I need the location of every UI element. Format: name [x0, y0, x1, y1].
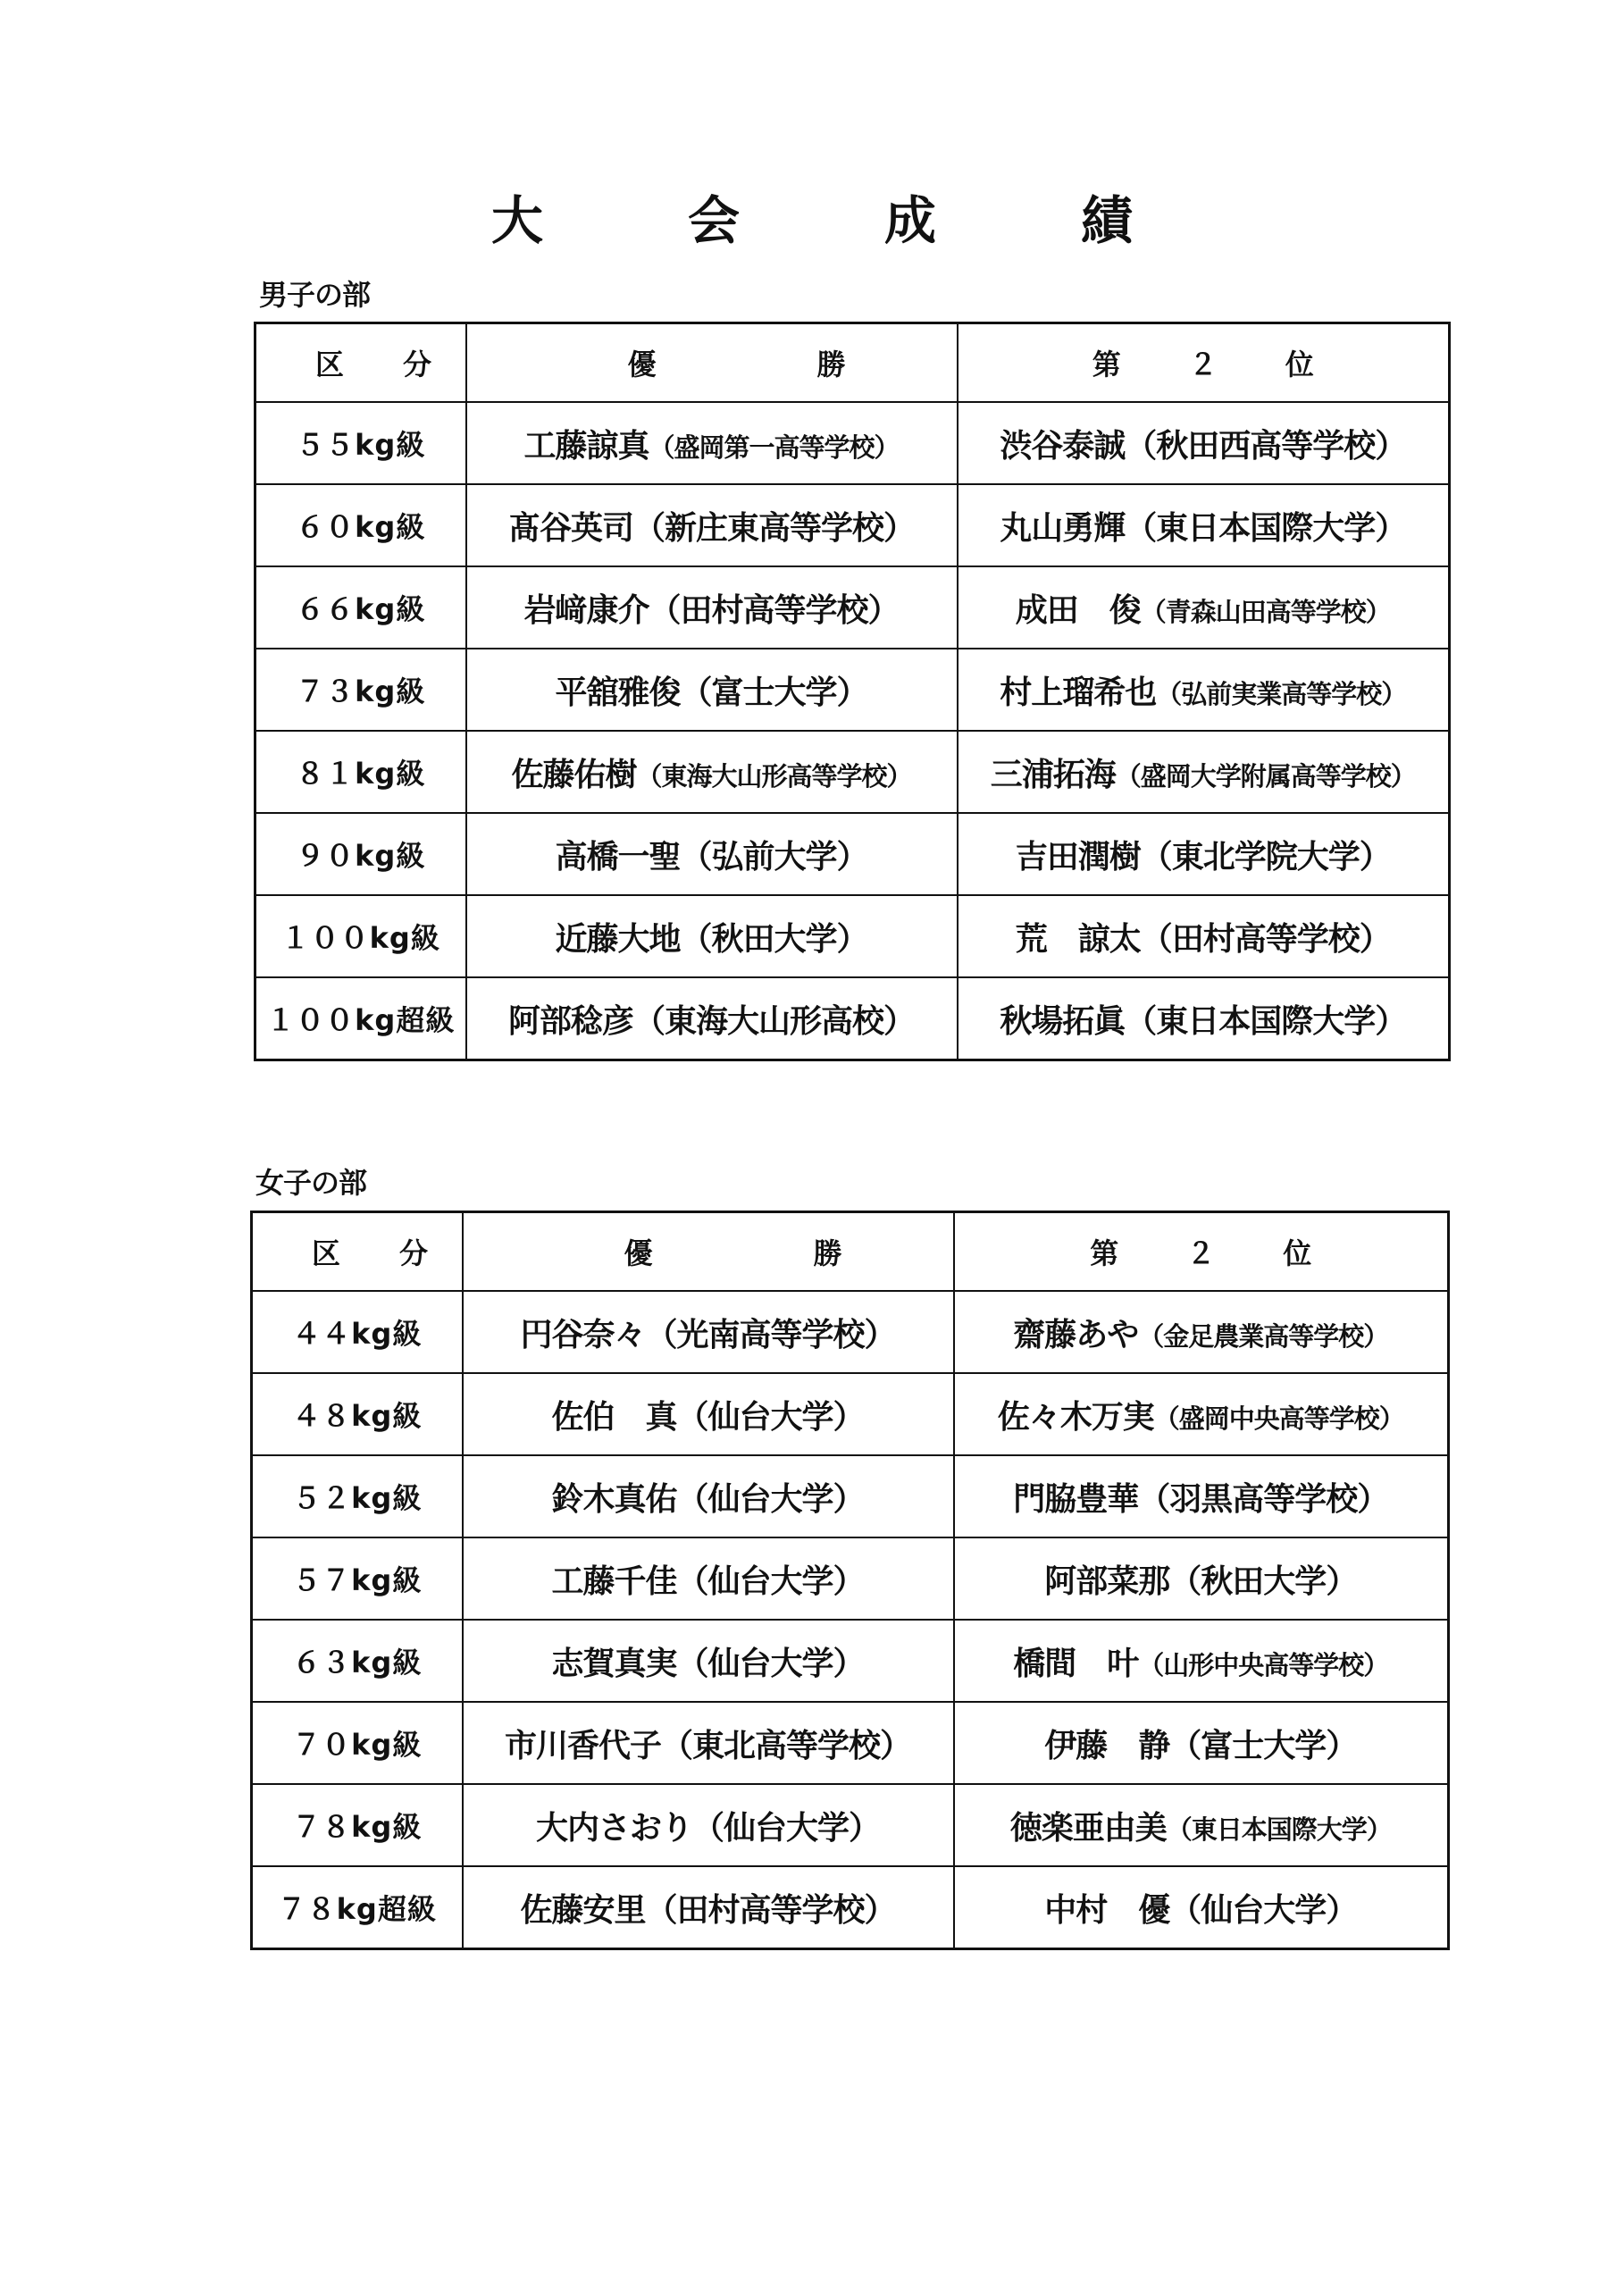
winner-cell: [463, 1784, 954, 1866]
winner-affiliation: （東海大山形高等学校）: [636, 760, 912, 792]
winner-name: 近藤大地: [555, 920, 681, 958]
winner-affiliation: （秋田大学）: [680, 920, 868, 958]
column-header-category: 区分: [252, 1212, 463, 1292]
table-row: [255, 649, 1450, 731]
second-name: 佐々木万実: [997, 1398, 1154, 1436]
winner-affiliation: （田村高等学校）: [649, 591, 900, 629]
second-name: 伊藤 静: [1044, 1727, 1170, 1764]
weight-class: ７３kg級: [255, 649, 466, 731]
winner-name: 高橋一聖: [555, 838, 681, 875]
winner-name: 市川香代子: [504, 1727, 661, 1764]
women-results-table: [250, 1211, 1450, 1950]
table-row: [252, 1620, 1449, 1702]
table-row: [252, 1702, 1449, 1784]
second-place-cell: [958, 977, 1450, 1060]
winner-affiliation: （仙台大学）: [676, 1480, 865, 1518]
second-affiliation: （弘前実業高等学校）: [1156, 678, 1407, 709]
winner-name: 髙谷英司: [507, 509, 633, 547]
second-place-cell: [958, 566, 1450, 649]
weight-class: ４８kg級: [252, 1373, 463, 1455]
second-place-cell: [958, 649, 1450, 731]
second-name: 門脇豊華: [1013, 1480, 1139, 1518]
second-place-cell: [954, 1702, 1449, 1784]
table-row: [252, 1291, 1449, 1373]
table-row: [252, 1784, 1449, 1866]
winner-name: 工藤千佳: [551, 1562, 677, 1600]
weight-class: ７０kg級: [252, 1702, 463, 1784]
winner-affiliation: （田村高等学校）: [645, 1891, 896, 1929]
men-results-table: [254, 322, 1451, 1061]
table-row: [255, 731, 1450, 813]
second-affiliation: （田村高等学校）: [1140, 920, 1391, 958]
winner-cell: [466, 731, 958, 813]
second-name: 齋藤あや: [1013, 1316, 1139, 1353]
women-section-label: 女子の部: [255, 1166, 367, 1200]
second-name: 荒 諒太: [1015, 920, 1141, 958]
second-affiliation: （金足農業高等学校）: [1138, 1320, 1389, 1352]
table-row: [255, 402, 1450, 484]
second-place-cell: [954, 1866, 1449, 1949]
second-affiliation: （羽黒高等学校）: [1138, 1480, 1389, 1518]
table-row: [255, 484, 1450, 566]
winner-affiliation: （東北高等学校）: [661, 1727, 912, 1764]
second-place-cell: [958, 731, 1450, 813]
table-header-row: [255, 323, 1450, 403]
second-affiliation: （青森山田高等学校）: [1140, 596, 1391, 627]
second-name: 徳楽亜由美: [1009, 1809, 1167, 1847]
winner-cell: [466, 484, 958, 566]
winner-cell: [463, 1455, 954, 1537]
winner-affiliation: （富士大学）: [680, 674, 868, 711]
winner-cell: [463, 1291, 954, 1373]
winner-affiliation: （弘前大学）: [680, 838, 868, 875]
column-header-winner: 優勝: [463, 1212, 954, 1292]
second-place-cell: [954, 1455, 1449, 1537]
winner-name: 佐伯 真: [551, 1398, 677, 1436]
winner-affiliation: （仙台大学）: [692, 1809, 881, 1847]
winner-cell: [466, 895, 958, 977]
second-place-cell: [954, 1291, 1449, 1373]
second-place-cell: [954, 1373, 1449, 1455]
second-affiliation: （富士大学）: [1169, 1727, 1358, 1764]
weight-class: ４４kg級: [252, 1291, 463, 1373]
winner-cell: [463, 1620, 954, 1702]
second-place-cell: [954, 1620, 1449, 1702]
winner-cell: [463, 1702, 954, 1784]
page-title: 大 会 成 績: [490, 190, 1179, 251]
table-row: [255, 977, 1450, 1060]
winner-cell: [466, 649, 958, 731]
winner-name: 平舘雅俊: [555, 674, 681, 711]
second-affiliation: （山形中央高等学校）: [1138, 1649, 1389, 1680]
winner-name: 佐藤安里: [520, 1891, 646, 1929]
winner-cell: [463, 1866, 954, 1949]
second-place-cell: [958, 895, 1450, 977]
winner-affiliation: （光南高等学校）: [645, 1316, 896, 1353]
second-affiliation: （盛岡中央高等学校）: [1153, 1403, 1404, 1434]
winner-cell: [466, 977, 958, 1060]
second-affiliation: （秋田西高等学校）: [1125, 427, 1407, 465]
winner-name: 志賀真実: [551, 1645, 677, 1682]
second-place-cell: [958, 484, 1450, 566]
weight-class: ７８kg級: [252, 1784, 463, 1866]
weight-class: ６３kg級: [252, 1620, 463, 1702]
column-header-second: 第２位: [954, 1212, 1449, 1292]
winner-name: 円谷奈々: [520, 1316, 646, 1353]
weight-class: ６６kg級: [255, 566, 466, 649]
weight-class: ７８kg超級: [252, 1866, 463, 1949]
weight-class: ６０kg級: [255, 484, 466, 566]
second-name: 吉田潤樹: [1015, 838, 1141, 875]
winner-name: 佐藤佑樹: [511, 756, 637, 793]
table-row: [252, 1455, 1449, 1537]
winner-affiliation: （東海大山形高校）: [633, 1002, 916, 1040]
second-affiliation: （秋田大学）: [1169, 1562, 1358, 1600]
column-header-second: 第２位: [958, 323, 1450, 403]
second-place-cell: [958, 813, 1450, 895]
table-row: [252, 1866, 1449, 1949]
weight-class: ５５kg級: [255, 402, 466, 484]
winner-affiliation: （盛岡第一高等学校）: [649, 431, 900, 463]
weight-class: ５７kg級: [252, 1537, 463, 1620]
weight-class: １００kg級: [255, 895, 466, 977]
table-row: [255, 813, 1450, 895]
table-row: [252, 1373, 1449, 1455]
second-name: 村上瑠希也: [1000, 674, 1157, 711]
winner-name: 鈴木真佑: [551, 1480, 677, 1518]
table-row: [252, 1537, 1449, 1620]
second-name: 中村 優: [1044, 1891, 1170, 1929]
weight-class: ５２kg級: [252, 1455, 463, 1537]
winner-affiliation: （仙台大学）: [676, 1645, 865, 1682]
second-place-cell: [954, 1537, 1449, 1620]
winner-affiliation: （新庄東高等学校）: [633, 509, 916, 547]
winner-name: 大内さおり: [535, 1809, 692, 1847]
men-section-label: 男子の部: [259, 278, 371, 312]
table-row: [255, 566, 1450, 649]
table-row: [255, 895, 1450, 977]
second-name: 阿部菜那: [1044, 1562, 1170, 1600]
second-name: 成田 俊: [1015, 591, 1141, 629]
second-affiliation: （仙台大学）: [1169, 1891, 1358, 1929]
winner-cell: [466, 402, 958, 484]
winner-name: 工藤諒真: [523, 427, 649, 465]
table-header-row: [252, 1212, 1449, 1292]
second-name: 秋場拓眞: [1000, 1002, 1126, 1040]
winner-cell: [463, 1537, 954, 1620]
second-affiliation: （東日本国際大学）: [1166, 1814, 1392, 1845]
column-header-category: 区分: [255, 323, 466, 403]
winner-cell: [466, 813, 958, 895]
winner-name: 岩﨑康介: [523, 591, 649, 629]
second-name: 橋間 叶: [1013, 1645, 1139, 1682]
winner-cell: [463, 1373, 954, 1455]
winner-affiliation: （仙台大学）: [676, 1562, 865, 1600]
second-affiliation: （東北学院大学）: [1140, 838, 1391, 875]
winner-affiliation: （仙台大学）: [676, 1398, 865, 1436]
weight-class: ８１kg級: [255, 731, 466, 813]
second-name: 三浦拓海: [990, 756, 1116, 793]
second-affiliation: （東日本国際大学）: [1125, 509, 1407, 547]
second-place-cell: [958, 402, 1450, 484]
second-affiliation: （盛岡大学附属高等学校）: [1115, 760, 1416, 792]
second-affiliation: （東日本国際大学）: [1125, 1002, 1407, 1040]
second-name: 丸山勇輝: [1000, 509, 1126, 547]
winner-cell: [466, 566, 958, 649]
weight-class: ９０kg級: [255, 813, 466, 895]
winner-name: 阿部稔彦: [507, 1002, 633, 1040]
column-header-winner: 優勝: [466, 323, 958, 403]
second-place-cell: [954, 1784, 1449, 1866]
weight-class: １００kg超級: [255, 977, 466, 1060]
second-name: 渋谷泰誠: [1000, 427, 1126, 465]
